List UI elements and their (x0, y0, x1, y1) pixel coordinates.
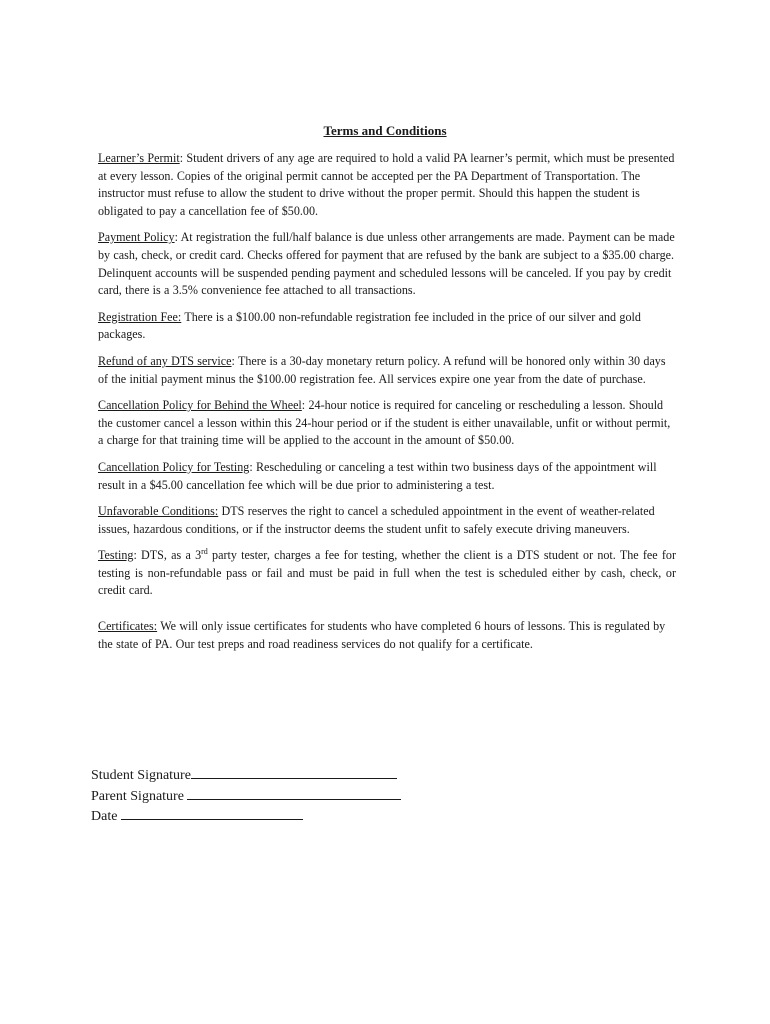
document-title-text: Terms and Conditions (323, 123, 447, 138)
term-text: : DTS, as a 3 (133, 548, 202, 563)
parent-signature-field[interactable] (187, 786, 401, 800)
term-cancellation-behind-wheel (98, 397, 676, 450)
term-heading: Certificates: (98, 619, 158, 634)
term-certificates (98, 618, 676, 653)
term-text: We will only issue certificates for students who have completed 6 hours of lessons. This is regulated by the state of PA. Our test preps and road readiness services do not qualify for a certificate. (98, 619, 666, 651)
term-text: There is a $100.00 non-refundable registration fee included in the price of our silver and gold packages. (98, 309, 641, 342)
term-heading: Registration Fee: (98, 309, 182, 324)
term-testing (98, 547, 676, 600)
student-signature-label: Student Signature (91, 768, 191, 783)
term-heading: Learner’s Permit (98, 151, 180, 165)
term-learners-permit (98, 150, 676, 220)
terms-list (98, 150, 676, 662)
term-registration-fee (98, 309, 676, 344)
parent-signature-label: Parent Signature (91, 788, 188, 804)
term-cancellation-testing (98, 459, 676, 494)
signature-block (91, 765, 401, 827)
term-heading: Testing (98, 548, 134, 563)
document-title (0, 123, 770, 139)
term-text: : 24-hour notice is required for canceling or rescheduling a lesson. Should the customer cancel a lesson within this 24-hour period or if the student is either unavailable, unfit or without permit, a charge for that training time will be applied to the account in the amount of $50.00. (98, 398, 671, 448)
term-heading: Payment Policy (98, 230, 175, 245)
term-heading: Refund of any DTS service (98, 353, 232, 368)
term-payment-policy (98, 229, 676, 299)
date-label: Date (91, 809, 121, 824)
term-heading: Cancellation Policy for Testing (98, 459, 250, 474)
term-text: : Student drivers of any age are required to hold a valid PA learner’s permit, which must be presented at every lesson. Copies of the original permit cannot be accepted per the PA Department of Transportation. The instructor must refuse to allow the student to drive without the proper permit. Should this happen the student is obligated to pay a cancellation fee of $50.00. (98, 151, 675, 218)
ordinal-suffix: rd (201, 547, 208, 557)
student-signature-field[interactable] (191, 765, 397, 779)
student-signature-line (91, 765, 401, 786)
term-text: : At registration the full/half balance is due unless other arrangements are made. Payment can be made by cash, check, or credit card. Checks offered for payment that are refused by the bank are subject to a $35.00 charge. Delinquent accounts will be suspended pending payment and scheduled lessons will be canceled. If you pay by credit card, there is a 3.5% convenience fee attached to all transactions. (98, 230, 675, 298)
term-unfavorable-conditions (98, 503, 676, 538)
parent-signature-line (91, 786, 401, 807)
date-field[interactable] (121, 806, 303, 820)
term-text: : Rescheduling or canceling a test within two business days of the appointment will result in a $45.00 cancellation fee which will be due prior to administering a test. (98, 459, 657, 492)
term-refund (98, 353, 676, 388)
date-line (91, 806, 401, 827)
term-text: DTS reserves the right to cancel a scheduled appointment in the event of weather-related issues, hazardous conditions, or if the instructor deems the student unfit to safely execute driving maneuvers. (98, 504, 655, 536)
term-heading: Unfavorable Conditions: (98, 504, 219, 519)
term-text: party tester, charges a fee for testing, whether the client is a DTS student or not. The fee for testing is non-refundable pass or fail and must be paid in full when the test is scheduled either by cash, check, or credit card. (98, 548, 676, 598)
term-text: : There is a 30-day monetary return policy. A refund will be honored only within 30 days of the initial payment minus the $100.00 registration fee. All services expire one year from the date of purchase. (98, 353, 666, 386)
term-heading: Cancellation Policy for Behind the Wheel (98, 398, 302, 413)
